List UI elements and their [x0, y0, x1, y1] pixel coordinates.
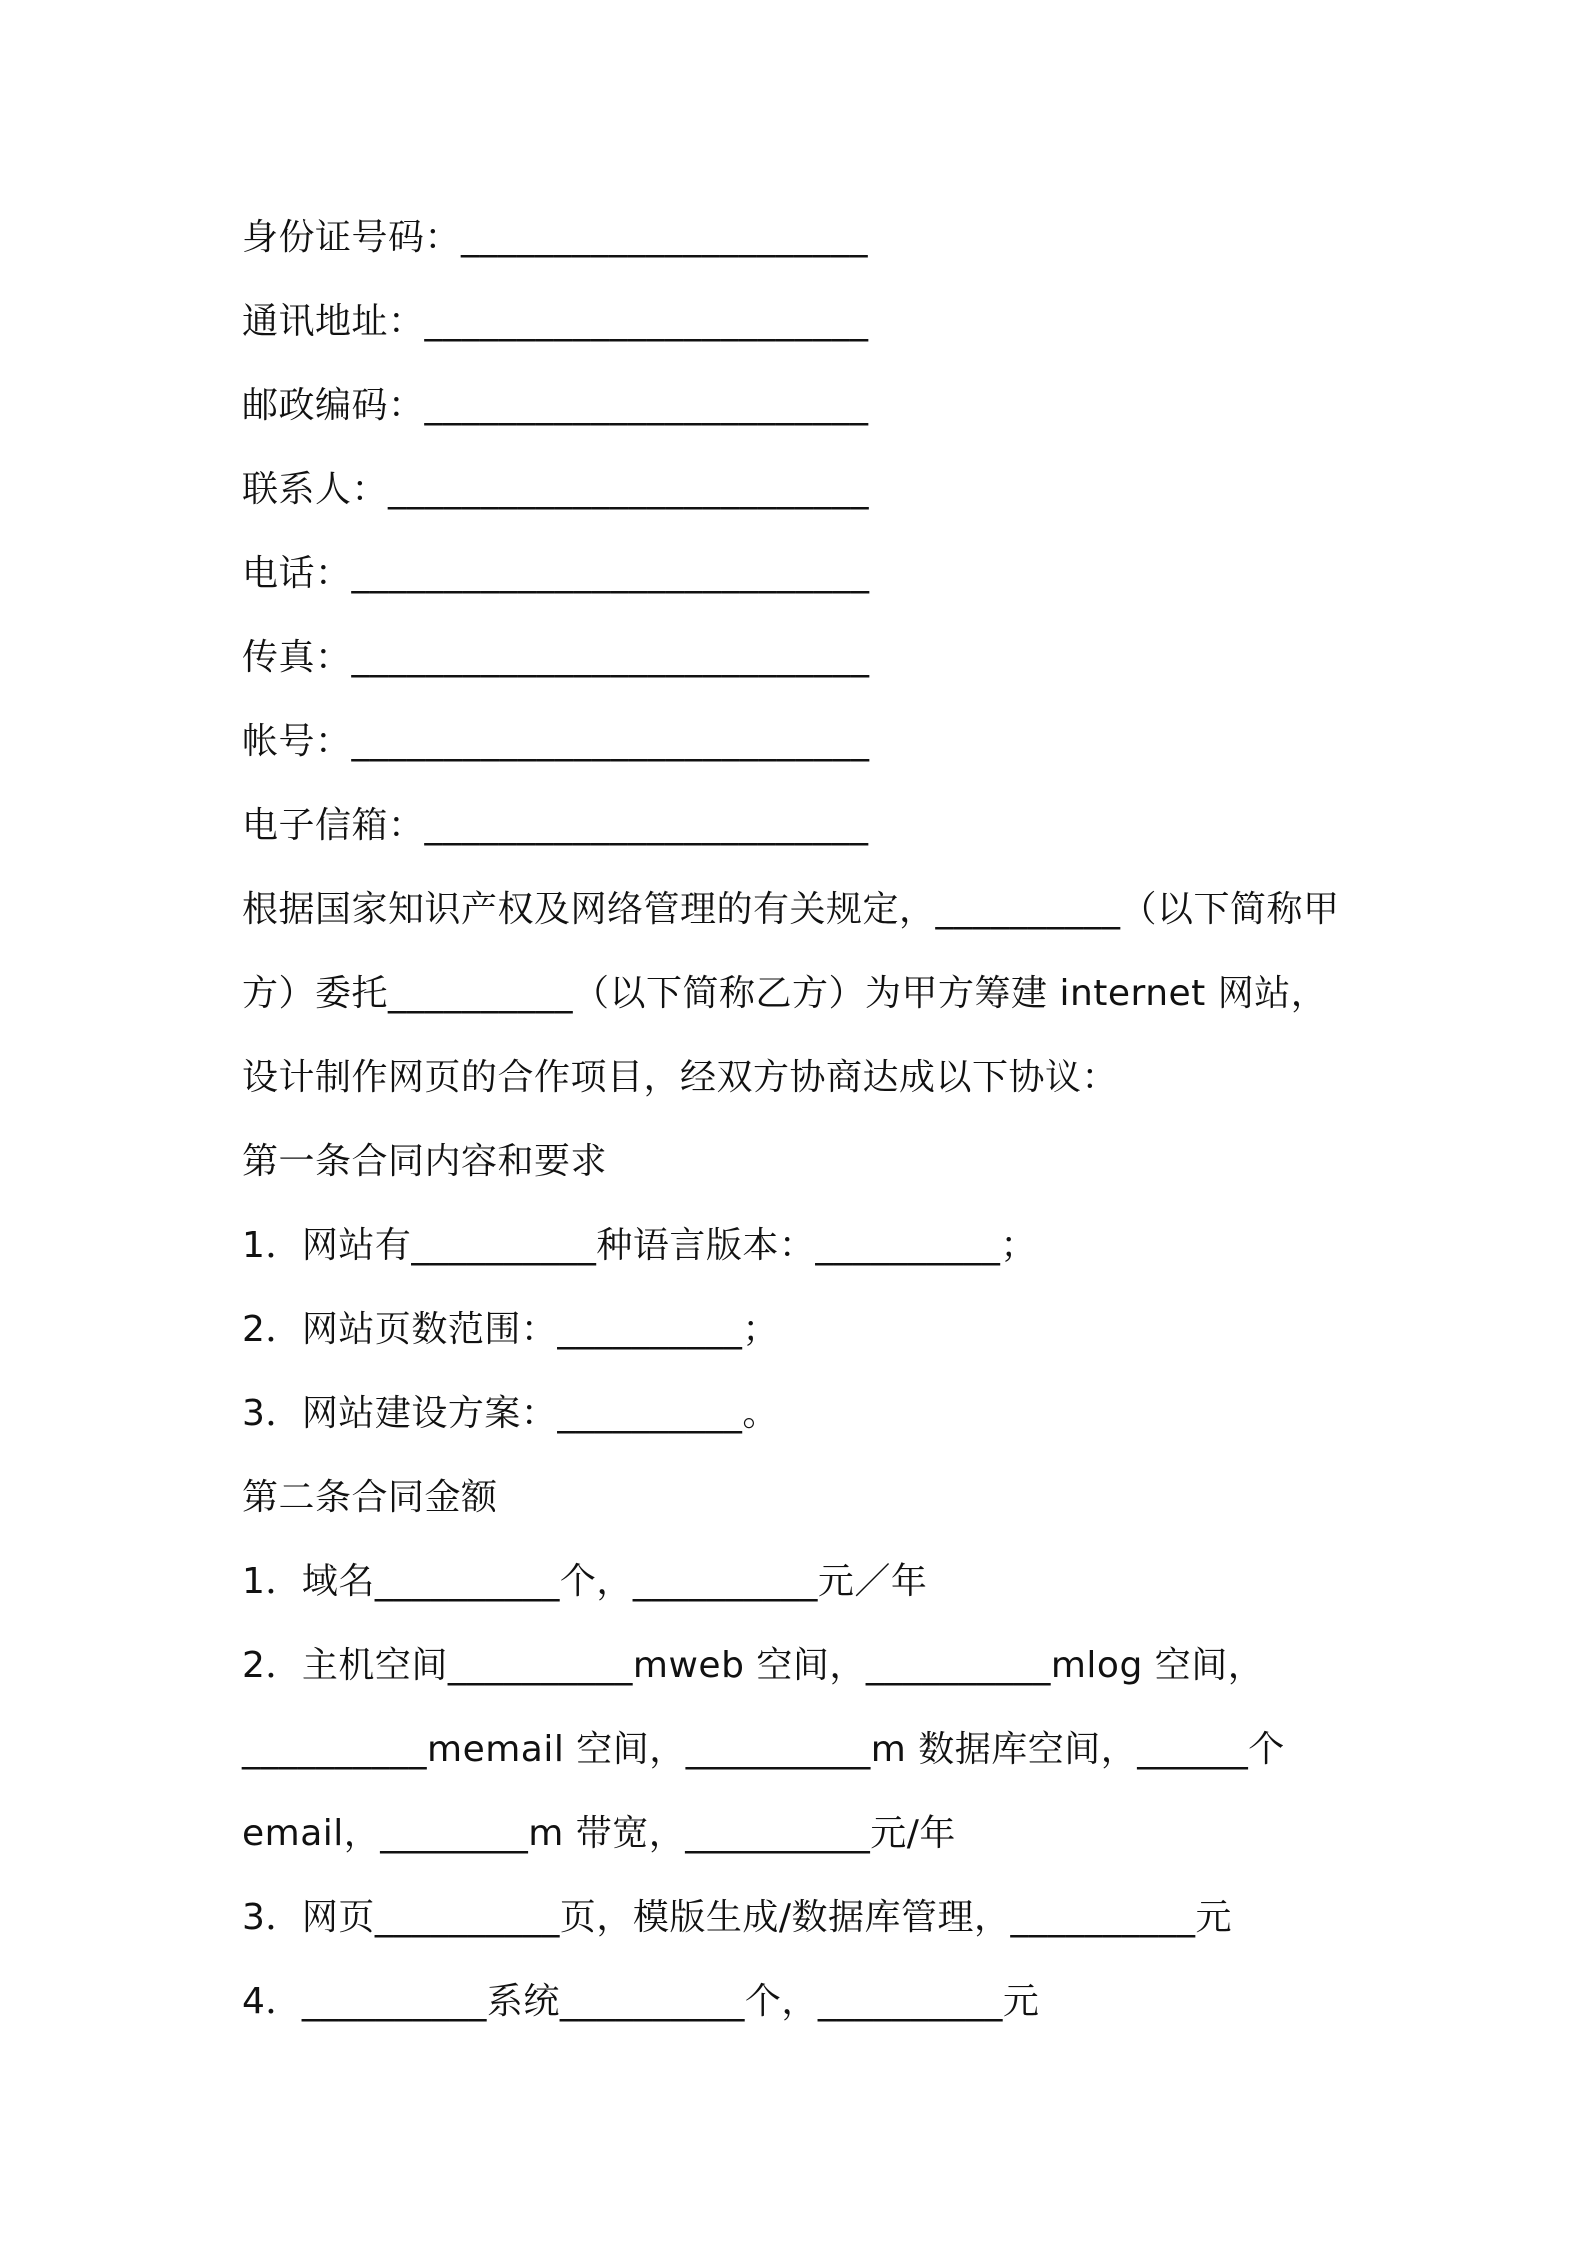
fax-label: 传真： — [242, 637, 352, 678]
article-2-item: __________memail 空间，__________m 数据库空间，______个 — [242, 1729, 1285, 1770]
intro-paragraph-line: 方）委托__________（以下简称乙方）为甲方筹建 internet 网站， — [242, 973, 1328, 1014]
email-field — [242, 784, 1362, 868]
postal-code-label: 邮政编码： — [242, 385, 425, 426]
contact-person-blank: __________________________ — [388, 469, 870, 510]
phone-field — [242, 532, 1362, 616]
phone-label: 电话： — [242, 553, 352, 594]
address-blank: ________________________ — [424, 301, 869, 342]
article-2-item: 1．域名__________个，__________元／年 — [242, 1561, 928, 1602]
article-2-item: email，________m 带宽，__________元/年 — [242, 1813, 956, 1854]
id-number-field — [242, 196, 1362, 280]
article-2-item: 4．__________系统__________个，__________元 — [242, 1981, 1040, 2022]
postal-code-blank: ________________________ — [424, 385, 869, 426]
article-2-item: 3．网页__________页，模版生成/数据库管理，__________元 — [242, 1897, 1233, 1938]
article-1-title: 第一条合同内容和要求 — [242, 1141, 608, 1182]
article-1-item: 2．网站页数范围：__________； — [242, 1309, 779, 1350]
address-label: 通讯地址： — [242, 301, 425, 342]
article-1-item: 1．网站有__________种语言版本：__________； — [242, 1225, 1037, 1266]
email-label: 电子信箱： — [242, 805, 425, 846]
contact-person-field — [242, 448, 1362, 532]
article-2-item: 2．主机空间__________mweb 空间，__________mlog 空间， — [242, 1645, 1265, 1686]
article-2-title: 第二条合同金额 — [242, 1477, 498, 1518]
contact-person-label: 联系人： — [242, 469, 389, 510]
id-number-blank: ______________________ — [461, 217, 869, 258]
intro-paragraph-line: 设计制作网页的合作项目，经双方协商达成以下协议： — [242, 1057, 1119, 1098]
fax-field — [242, 616, 1362, 700]
address-field — [242, 280, 1362, 364]
id-number-label: 身份证号码： — [242, 217, 462, 258]
intro-paragraph-line: 根据国家知识产权及网络管理的有关规定，__________（以下简称甲 — [242, 889, 1340, 930]
account-blank: ____________________________ — [351, 721, 870, 762]
email-blank: ________________________ — [424, 805, 869, 846]
fax-blank: ____________________________ — [351, 637, 870, 678]
document-body — [242, 196, 1362, 2044]
article-1-item: 3．网站建设方案：__________。 — [242, 1393, 779, 1434]
account-field — [242, 700, 1362, 784]
postal-code-field — [242, 364, 1362, 448]
phone-blank: ____________________________ — [351, 553, 870, 594]
account-label: 帐号： — [242, 721, 352, 762]
